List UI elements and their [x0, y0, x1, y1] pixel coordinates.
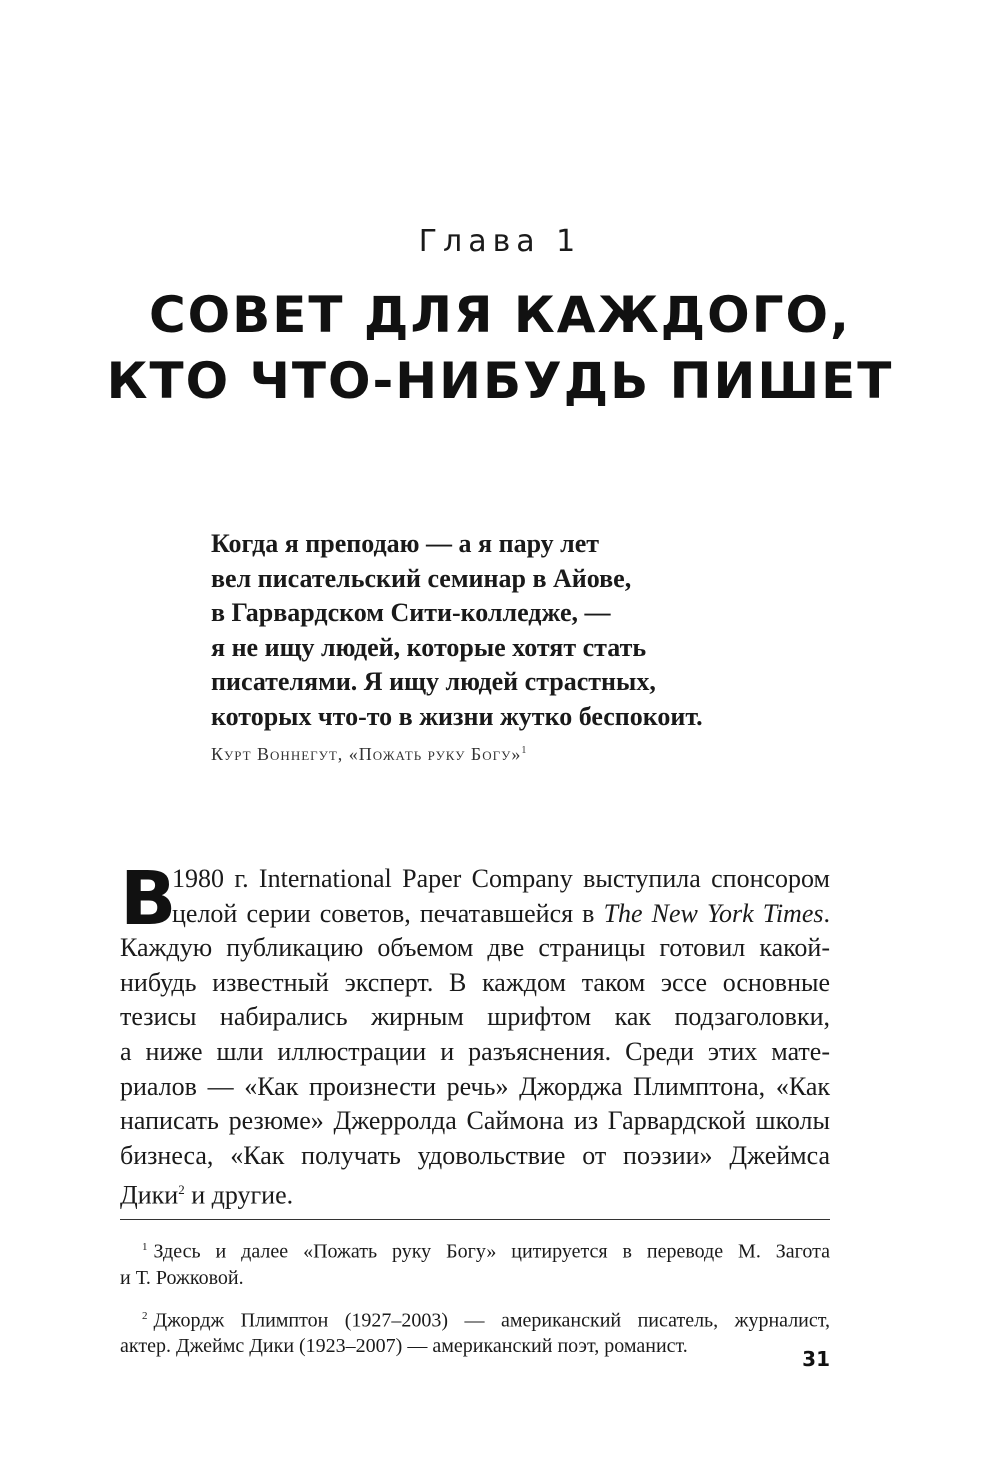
epigraph-line: Когда я преподаю — а я пару лет — [211, 529, 600, 558]
footnote-line — [120, 1303, 830, 1334]
epigraph-line: я не ищу людей, которые хотят стать — [211, 632, 647, 662]
epigraph-attribution — [211, 744, 811, 765]
epigraph-source-text: Курт Воннегут, «Пожать руку Богу» — [211, 744, 522, 764]
chapter-title-line: КТО ЧТО-НИБУДЬ ПИШЕТ — [106, 352, 894, 410]
footnote — [120, 1234, 830, 1291]
footnote-number: 1 — [142, 1241, 148, 1253]
footnote-text: Здесь и далее «Пожать руку Богу» цитируется в переводе М. Загота — [153, 1240, 830, 1263]
footnote-ref: 1 — [521, 745, 528, 756]
epigraph-line: которых что-то в жизни жутко беспокоит. — [211, 701, 703, 731]
chapter-title — [0, 282, 1000, 414]
body-paragraph — [120, 856, 830, 1214]
body-line-text: и другие. — [184, 1181, 294, 1210]
newspaper-title: The New York Times — [603, 898, 824, 928]
footnote-ref: 2 — [178, 1182, 185, 1198]
footnote-line: актер. Джеймс Дики (1923–2007) — американский поэт, романист. — [120, 1335, 688, 1358]
drop-cap: В — [120, 856, 177, 942]
epigraph-line: писателями. Я ищу людей страстных, — [211, 667, 656, 696]
epigraph — [211, 527, 811, 765]
footnote-line: и Т. Рожковой. — [120, 1266, 244, 1289]
chapter-title-line: СОВЕТ ДЛЯ КАЖДОГО, — [148, 286, 852, 344]
body-line-text: Дики — [120, 1181, 179, 1210]
footnotes — [120, 1234, 830, 1371]
footnote-line — [120, 1234, 830, 1265]
footnote — [120, 1303, 830, 1360]
body-line — [120, 897, 830, 932]
footnote-text: Джордж Плимптон (1927–2003) — американский писатель, журналист, — [153, 1309, 830, 1332]
footnote-number: 2 — [142, 1309, 148, 1322]
body-line: а ниже шли иллюстрации и разъяснения. Среди этих мате- — [120, 1036, 830, 1066]
body-line: риалов — «Как произнести речь» Джорджа Плимптона, «Как — [120, 1071, 830, 1101]
chapter-label: Глава 1 — [418, 224, 582, 259]
body-line: тезисы набирались жирным шрифтом как подзаголовки, — [120, 1002, 830, 1032]
epigraph-quote — [211, 527, 811, 734]
footnote-divider — [120, 1219, 830, 1220]
body-line-punct: . — [823, 898, 830, 928]
body-line: Каждую публикацию объемом две страницы готовил какой- — [120, 933, 830, 963]
body-line: нибудь известный эксперт. В каждом таком эссе основные — [120, 967, 830, 997]
page-number: 31 — [802, 1347, 830, 1371]
body-line-text: целой серии советов, печатавшейся в — [172, 898, 604, 928]
epigraph-line: вел писательский семинар в Айове, — [211, 563, 632, 593]
body-line: бизнеса, «Как получать удовольствие от поэзии» Джеймса — [120, 1140, 830, 1170]
body-line — [120, 1173, 830, 1213]
epigraph-line: в Гарвардском Сити-колледже, — — [211, 598, 611, 627]
body-line: написать резюме» Джерролда Саймона из Гарвардской школы — [120, 1106, 830, 1136]
body-line: 1980 г. International Paper Company выступила спонсором — [172, 864, 830, 893]
